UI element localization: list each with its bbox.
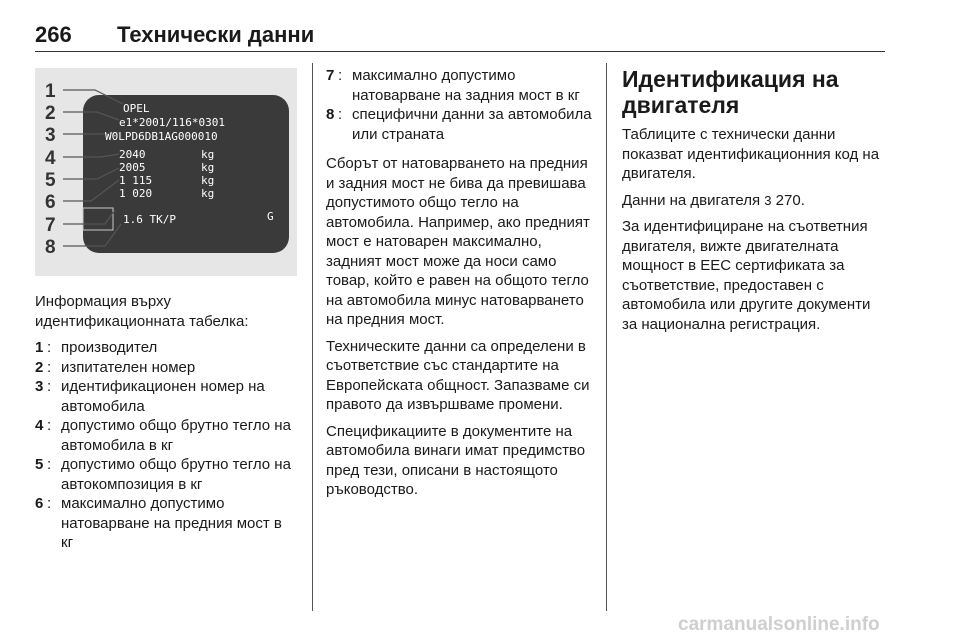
legend-text: идентификационен номер на автомобила: [61, 378, 265, 415]
section-heading: Идентификация на двигателя: [622, 66, 839, 118]
legend-colon: :: [47, 495, 52, 512]
legend-item: [35, 358, 297, 378]
callout-7: 7: [45, 215, 56, 236]
standards-paragraph: Техническите данни са определени в съответствие със стандартите на Европейската общност. Запазваме си правото да извършваме промени.: [326, 337, 590, 413]
callout-1: 1: [45, 81, 56, 102]
legend-item: [326, 105, 596, 144]
page-reference-icon: 3: [764, 192, 772, 208]
plate-side-mark: G: [267, 210, 274, 223]
callout-2: 2: [45, 103, 56, 124]
plate-vin: W0LPD6DB1AG000010: [105, 130, 218, 143]
column-3: [622, 66, 888, 341]
plate-illustration: [35, 68, 297, 276]
plate-specific-data: 1.6 TK/P: [123, 213, 176, 226]
legend-text: максимално допустимо натоварване на предния мост в кг: [61, 495, 282, 551]
legend-text: производител: [61, 339, 158, 356]
page-title: Технически данни: [117, 22, 315, 47]
legend-colon: :: [47, 378, 52, 395]
legend-colon: :: [47, 339, 52, 356]
legend-item: [326, 66, 596, 105]
engine-data-reference: [622, 191, 888, 211]
legend-number: 6: [35, 495, 44, 512]
legend-text: изпитателен номер: [61, 358, 196, 376]
engine-identification-paragraph: За идентифициране на съответния двигателя, вижте двигателната мощност в ЕЕС сертификата за съответствие, предоставен с автомобила или другите документи за национална регистрация.: [622, 218, 871, 333]
legend-text: допустимо общо брутно тегло на автомобила в кг: [61, 417, 291, 454]
legend-number: 1: [35, 339, 44, 356]
legend-list-2: [326, 66, 596, 144]
plate-train-weight: 2005: [119, 161, 146, 174]
legend-number: 7: [326, 67, 335, 84]
legend-colon: :: [338, 67, 343, 84]
callout-6: 6: [45, 192, 56, 213]
plate-rear-axle: 1 020: [119, 187, 153, 200]
engine-data-text: Данни на двигателя: [622, 191, 761, 209]
column-1: [35, 292, 297, 553]
axle-load-paragraph: Сборът от натоварването на предния и задния мост не бива да превишава допустимото общо тегло на автомобила. Например, ако предният мост е натоварен максимално, задният мост може да носи само товар, който е равен на общото тегло на автомобила минус натоварването на предния мост.: [326, 155, 590, 328]
legend-colon: :: [47, 456, 52, 473]
legend-colon: :: [47, 358, 52, 376]
legend-text: специфични данни за автомобила или страната: [352, 106, 592, 143]
plate-unit-1: kg: [201, 148, 215, 161]
page-reference-link[interactable]: 270.: [775, 191, 805, 209]
plate-unit-2: kg: [201, 161, 215, 174]
plate-test-number: e1*2001/116*0301: [119, 116, 225, 129]
legend-text: допустимо общо брутно тегло на автокомпозиция в кг: [61, 456, 291, 493]
plate-unit-4: kg: [201, 187, 215, 200]
legend-number: 4: [35, 417, 44, 434]
legend-item: [35, 338, 297, 358]
engine-code-paragraph: Таблиците с технически данни показват идентификационния код на двигателя.: [622, 126, 880, 182]
legend-text: максимално допустимо натоварване на задния мост в кг: [352, 67, 580, 104]
watermark: carmanualsonline.info: [678, 614, 880, 635]
plate-manufacturer: OPEL: [123, 102, 150, 115]
plate-gross-weight: 2040: [119, 148, 146, 161]
column-2: [326, 64, 596, 507]
callout-3: 3: [45, 125, 56, 146]
callout-5: 5: [45, 170, 56, 191]
page-number: 266: [35, 22, 72, 47]
page-header: [35, 22, 885, 52]
legend-number: 5: [35, 456, 44, 473]
plate-front-axle: 1 115: [119, 174, 153, 187]
legend-colon: :: [47, 417, 52, 434]
callout-4: 4: [45, 148, 56, 169]
column-divider-1: [312, 63, 313, 611]
legend-number: 3: [35, 378, 44, 395]
legend-item: [35, 455, 297, 494]
legend-item: [35, 416, 297, 455]
identification-plate-figure: [35, 68, 297, 276]
legend-item: [35, 494, 297, 553]
legend-colon: :: [338, 106, 343, 123]
plate-info-intro: Информация върху идентификационната табелка:: [35, 293, 249, 330]
legend-number: 2: [35, 358, 44, 376]
callout-8: 8: [45, 237, 56, 258]
legend-number: 8: [326, 106, 335, 123]
documents-paragraph: Спецификациите в документите на автомобила винаги имат предимство пред тези, описани в настоящото ръководство.: [326, 422, 586, 498]
column-divider-2: [606, 63, 607, 611]
header-rule: [35, 51, 885, 52]
plate-unit-3: kg: [201, 174, 215, 187]
legend-list-1: [35, 338, 297, 553]
legend-item: [35, 377, 297, 416]
